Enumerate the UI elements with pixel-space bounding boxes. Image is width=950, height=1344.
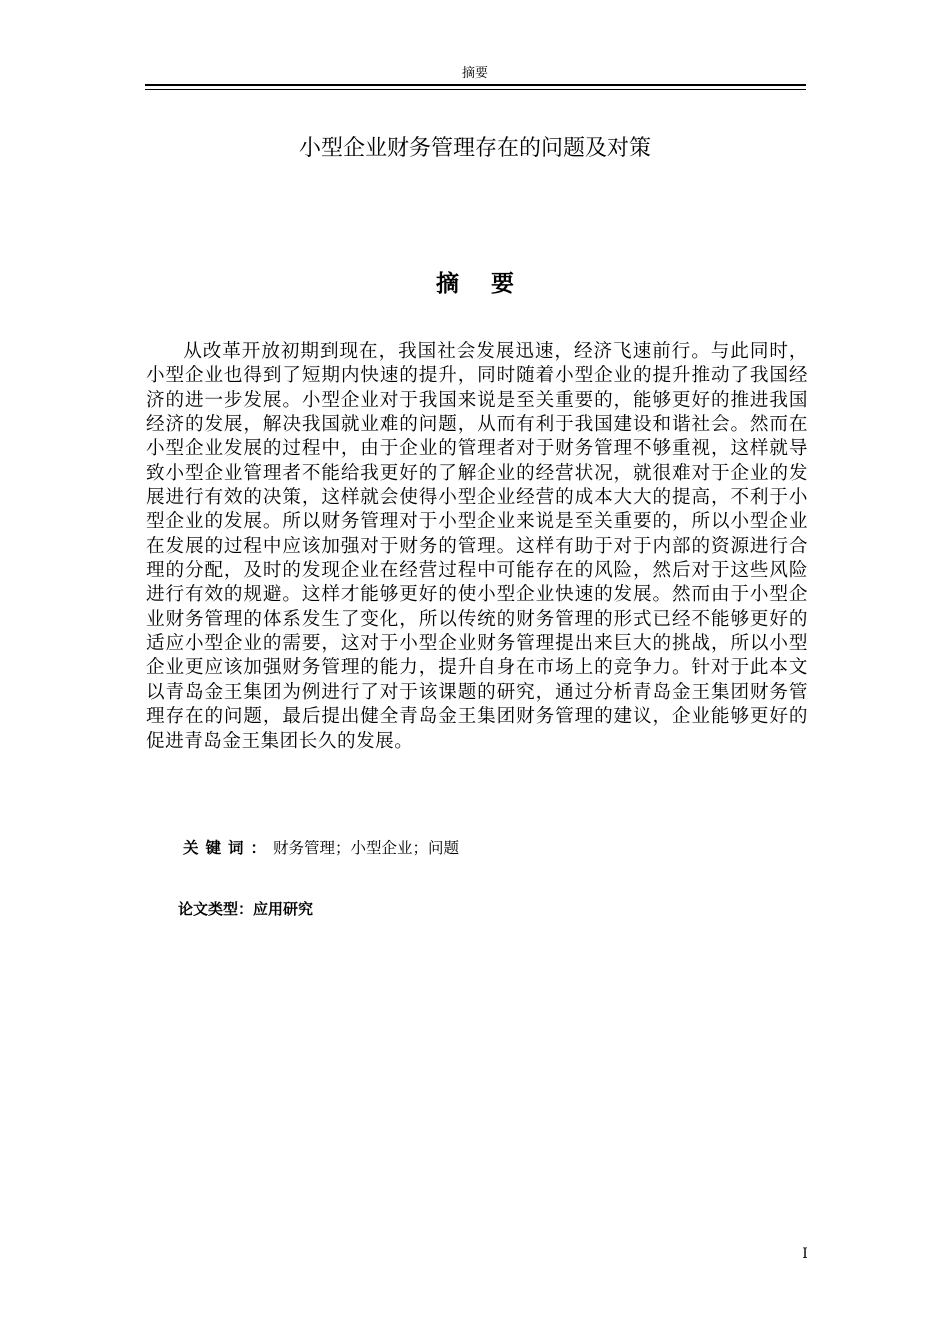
- abstract-heading: 摘 要: [435, 271, 526, 297]
- paper-title: 小型企业财务管理存在的问题及对策: [298, 136, 651, 161]
- keywords-label: 关键词：: [183, 839, 274, 857]
- header-rule-thick: [145, 84, 806, 86]
- paper-type: 论文类型：应用研究: [178, 900, 314, 918]
- abstract-body: 从改革开放初期到现在，我国社会发展迅速，经济飞速前行。与此同时，小型企业也得到了短期内快速的提升，同时随着小型企业的提升推动了我国经济的进一步发展。小型企业对于我国来说是至关重要的，能够更好的推进我国经济的发展，解决我国就业难的问题，从而有利于我国建设和谐社会。然而在小型企业发展的过程中，由于企业的管理者对于财务管理不够重视，这样就导致小型企业管理者不能给我更好的了解企业的经营状况，就很难对于企业的发展进行有效的决策，这样就会使得小型企业经营的成本大大的提高，不利于小型企业的发展。所以财务管理对于小型企业来说是至关重要的，所以小型企业在发展的过程中应该加强对于财务的管理。这样有助于对于内部的资源进行合理的分配，及时的发现企业在经营过程中可能存在的风险，然后对于这些风险进行有效的规避。这样才能够更好的使小型企业快速的发展。然而由于小型企业财务管理的体系发生了变化，所以传统的财务管理的形式已经不能够更好的适应小型企业的需要，这对于小型企业财务管理提出来巨大的挑战，所以小型企业更应该加强财务管理的能力，提升自身在市场上的竞争力。针对于此本文以青岛金王集团为例进行了对于该课题的研究，通过分析青岛金王集团财务管理存在的问题，最后提出健全青岛金王集团财务管理的建议，企业能够更好的促进青岛金王集团长久的发展。: [146, 341, 808, 752]
- running-header: 摘要: [461, 66, 488, 81]
- header-rule-thin: [145, 89, 806, 90]
- keywords-value: 财务管理；小型企业；问题: [273, 839, 460, 857]
- keywords-line: [183, 837, 459, 859]
- page-number: I: [802, 1246, 808, 1262]
